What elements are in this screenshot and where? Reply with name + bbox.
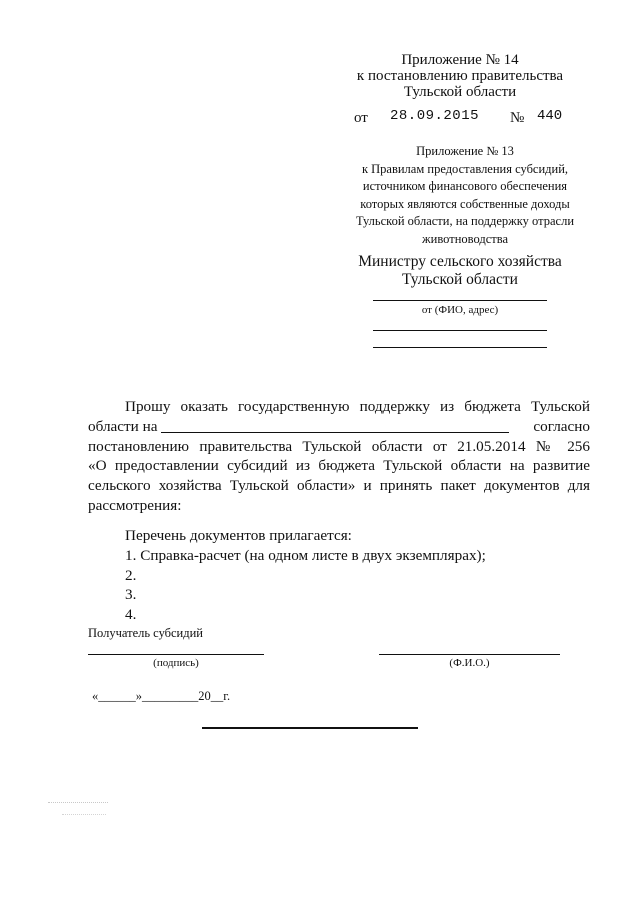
- fio-caption: (Ф.И.О.): [449, 657, 490, 669]
- closing-rule: [202, 727, 418, 729]
- body-line-2-start: области на: [88, 417, 158, 435]
- order-number-sign: №: [510, 110, 525, 126]
- body-line-1: Прошу оказать государственную поддержку из бюджета Тульской: [125, 398, 590, 415]
- request-body: [88, 397, 590, 516]
- appendix-13-title: Приложение № 13: [416, 144, 514, 158]
- order-ot-label: от: [354, 110, 368, 126]
- address-underline-1: [373, 330, 547, 331]
- appendix-13-block: [320, 143, 610, 249]
- appendix-14-block: [330, 52, 590, 100]
- addressee-block: [330, 253, 590, 289]
- appendix-13-line: которых являются собственные доходы: [360, 196, 570, 211]
- scan-speck: [48, 802, 108, 803]
- addressee-line2: Тульской области: [402, 271, 518, 288]
- documents-list: [125, 526, 565, 625]
- order-number: 440: [537, 108, 563, 124]
- address-underline-2: [373, 347, 547, 348]
- body-line-2-end: согласно: [533, 417, 590, 435]
- direction-underline: [161, 432, 509, 433]
- list-item: 1. Справка-расчет (на одном листе в двух экземплярах);: [125, 546, 486, 564]
- appendix-14-line3: Тульской области: [403, 84, 517, 100]
- addressee-line1: Министру сельского хозяйства: [358, 253, 562, 270]
- appendix-14-title: Приложение № 14: [401, 52, 519, 68]
- signature-underline: [88, 654, 264, 655]
- fio-underline: [379, 654, 560, 655]
- body-line-4: «О предоставлении субсидий из бюджета Тульской области на развитие: [88, 457, 590, 475]
- list-item: 2.: [125, 566, 137, 584]
- body-line-5: сельского хозяйства Тульской области» и принять пакет документов для: [88, 477, 590, 495]
- body-line-2: [88, 417, 590, 437]
- documents-heading: Перечень документов прилагается:: [125, 527, 352, 544]
- appendix-14-line2: к постановлению правительства: [356, 68, 564, 84]
- appendix-13-line: к Правилам предоставления субсидий,: [361, 161, 569, 176]
- appendix-13-line: источником финансового обеспечения: [362, 179, 568, 194]
- date-line: «______»_________20__г.: [92, 689, 231, 703]
- appendix-13-line: животноводства: [422, 231, 508, 246]
- from-underline: [373, 300, 547, 301]
- list-item: 4.: [125, 606, 137, 624]
- body-line-6: рассмотрения:: [88, 496, 182, 514]
- appendix-13-line: Тульской области, на поддержку отрасли: [355, 214, 575, 229]
- order-date: 28.09.2015: [390, 108, 480, 124]
- recipient-label: Получатель субсидий: [88, 626, 203, 640]
- scan-speck: [62, 814, 106, 815]
- body-line-3: постановлению правительства Тульской области от 21.05.2014 № 256: [88, 437, 590, 455]
- from-caption: от (ФИО, адрес): [421, 304, 499, 316]
- signature-caption: (подпись): [153, 657, 199, 669]
- list-item: 3.: [125, 586, 137, 604]
